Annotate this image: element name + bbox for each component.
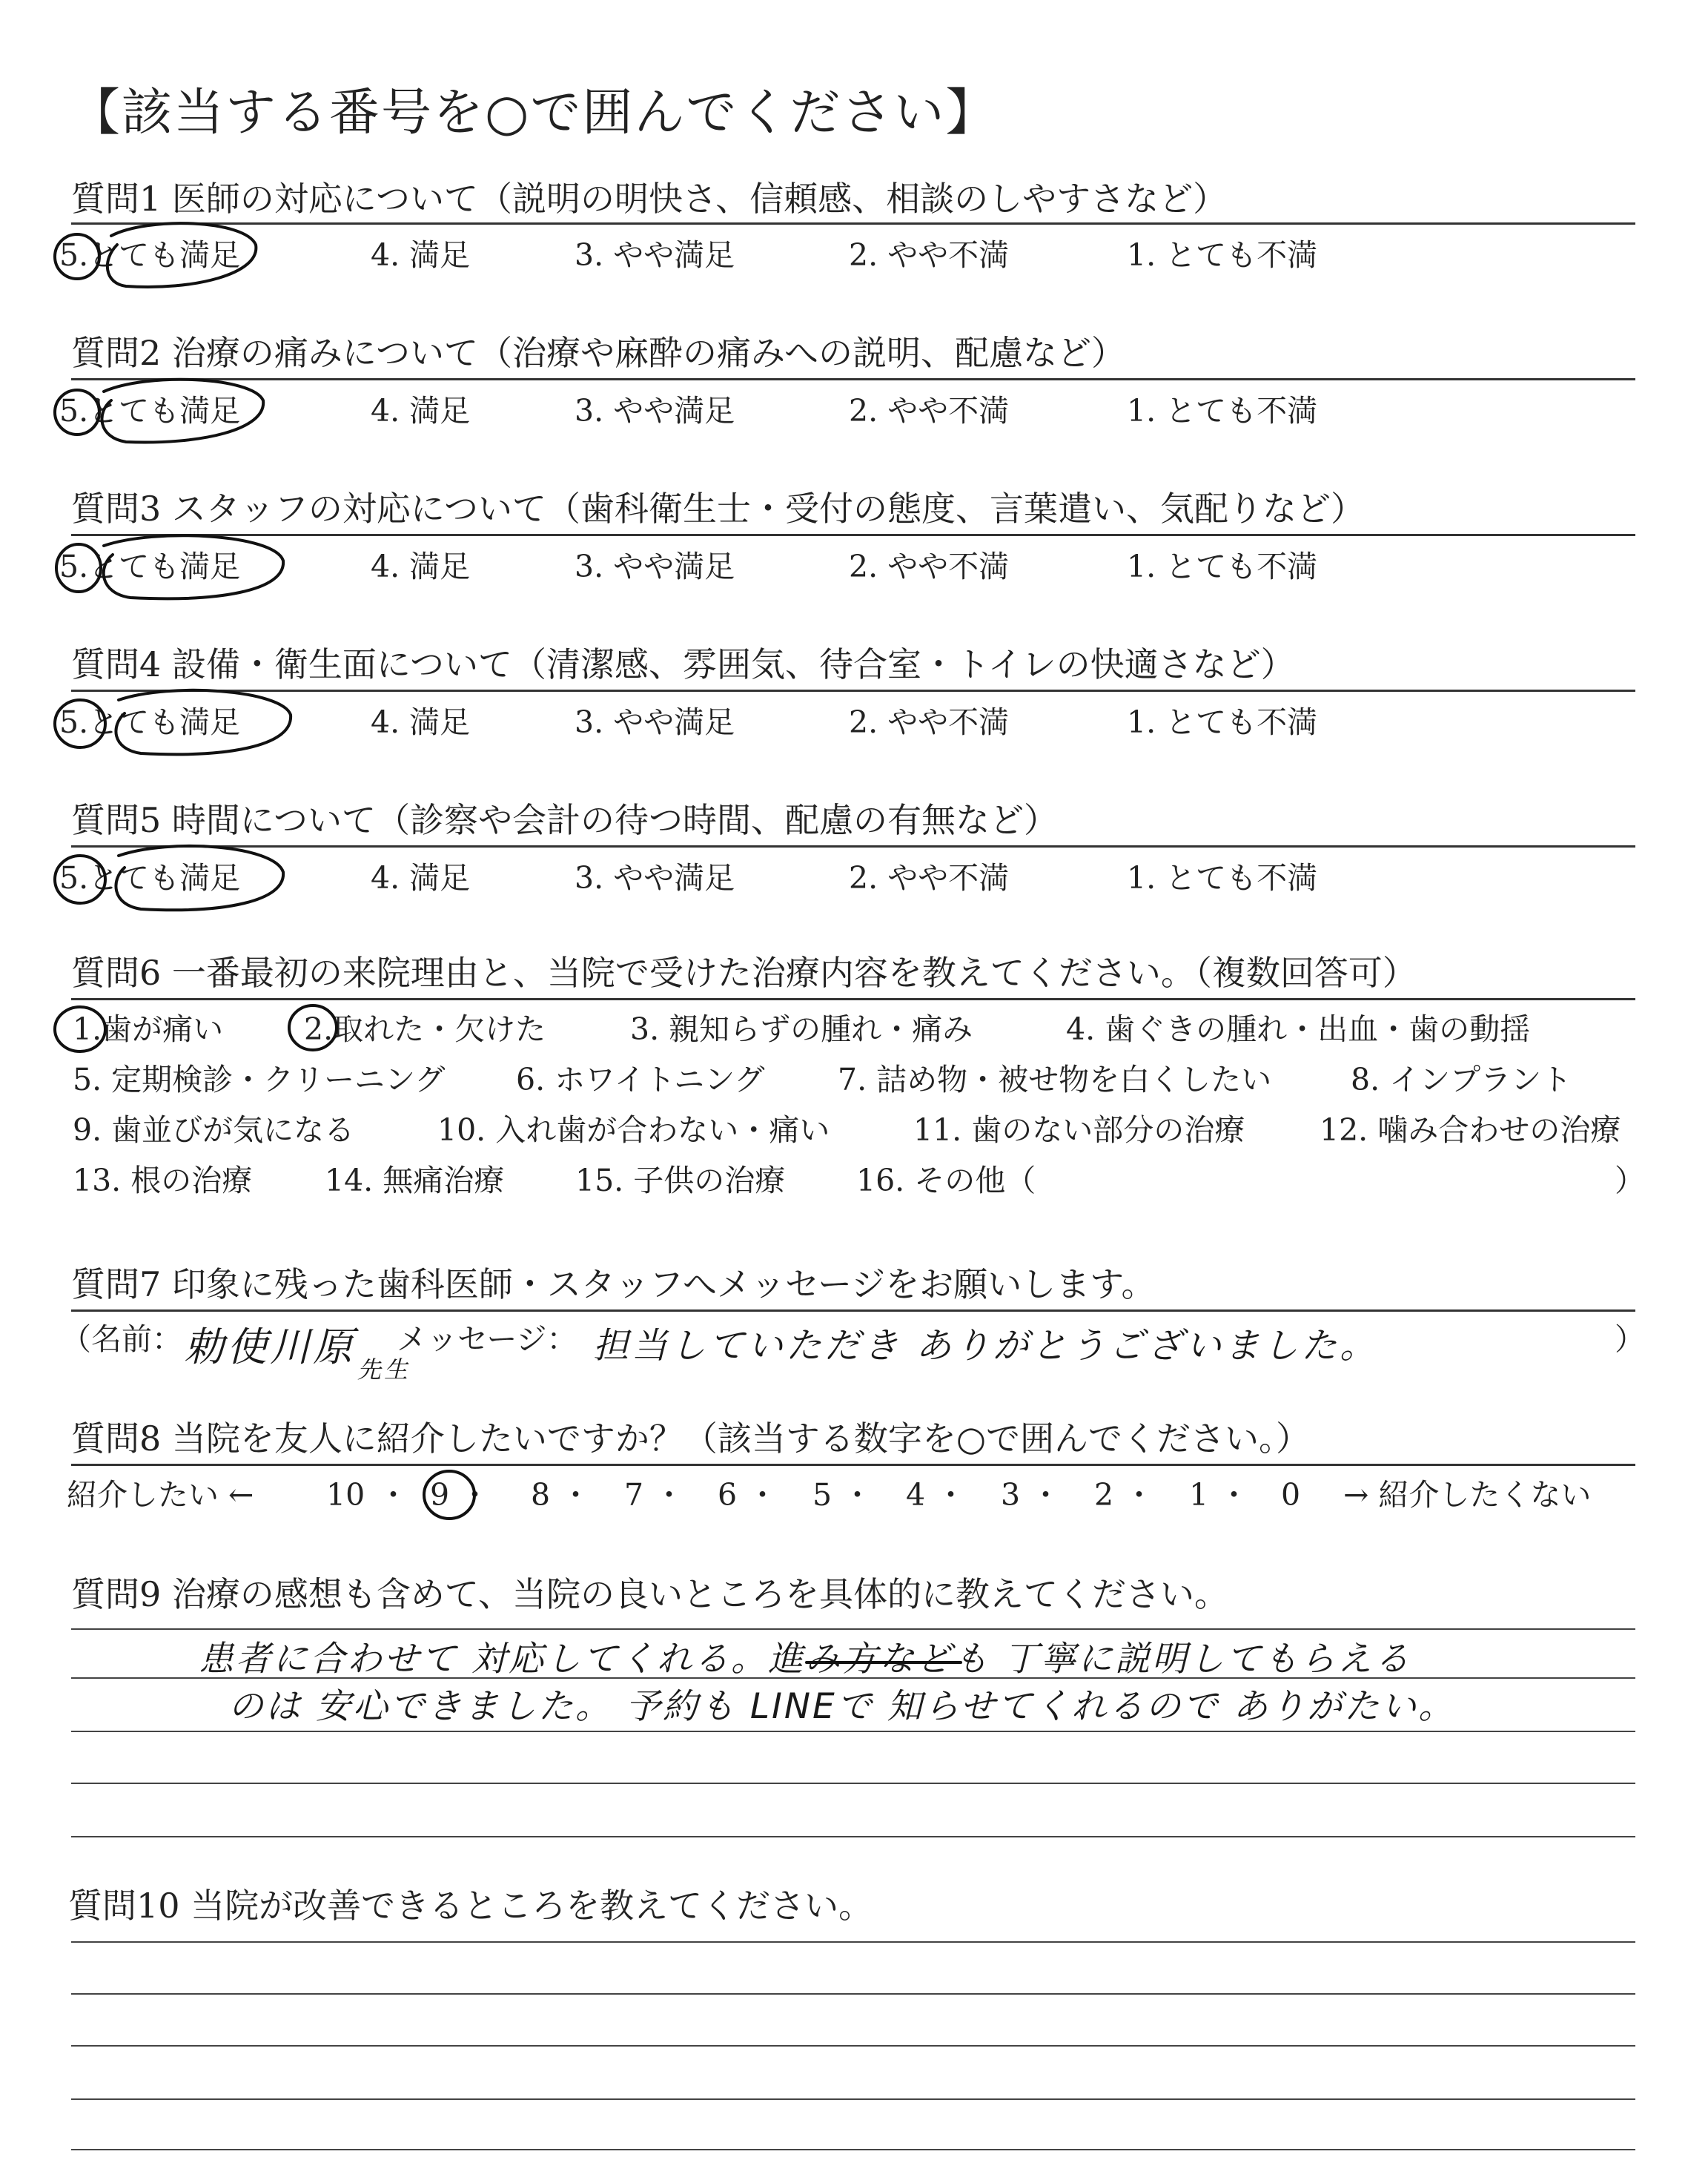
q1-option-3[interactable]: 3. やや満足 [575,237,735,273]
q7-name-label: （名前： [61,1321,182,1357]
q10-answer-line [71,1993,1635,1995]
q8-scale-separator: ・ [1219,1477,1249,1513]
q5-option-4[interactable]: 4. 満足 [371,860,471,896]
q2-title: 質問2 治療の痛みについて（治療や麻酔の痛みへの説明、配慮など） [71,333,1126,373]
q9-handwritten-line-2[interactable]: のは 安心できました。 予約も LINEで 知らせてくれるので ありがたい。 [228,1686,1456,1727]
q8-scale-7[interactable]: 7 [624,1477,644,1513]
q1-option-5[interactable]: 5.とても満足 [59,237,241,273]
q3-option-5[interactable]: 5.とても満足 [59,549,241,584]
q8-scale-3[interactable]: 3 [1001,1477,1021,1513]
q8-scale-separator: ・ [378,1477,408,1513]
q8-rule [71,1464,1635,1466]
q8-scale-10[interactable]: 10 [326,1477,365,1513]
q8-scale-separator: ・ [1030,1477,1061,1513]
q7-title: 質問7 印象に残った歯科医師・スタッフへメッセージをお願いします。 [71,1264,1156,1304]
q4-option-4[interactable]: 4. 満足 [371,704,471,740]
q6-option-4[interactable]: 4. 歯ぐきの腫れ・出血・歯の動揺 [1066,1011,1531,1047]
q4-option-3[interactable]: 3. やや満足 [575,704,735,740]
q9-answer-line [71,1731,1635,1732]
q7-name-handwritten[interactable]: 勅使川原 [184,1324,356,1370]
q6-option-14[interactable]: 14. 無痛治療 [325,1163,505,1198]
q6-option-9[interactable]: 9. 歯並びが気になる [73,1112,355,1148]
q9-answer-line [71,1783,1635,1784]
q6-option-5[interactable]: 5. 定期検診・クリーニング [73,1062,446,1097]
q1-rule [71,222,1635,225]
q8-scale-8[interactable]: 8 [531,1477,551,1513]
q7-close-paren: ） [1615,1321,1645,1357]
q4-option-1[interactable]: 1. とても不満 [1127,704,1318,740]
q7-message-label: メッセージ： [397,1321,577,1357]
q6-option-7[interactable]: 7. 詰め物・被せ物を白くしたい [838,1062,1272,1097]
q3-option-3[interactable]: 3. やや満足 [575,549,735,584]
q10-answer-line [71,2045,1635,2047]
q8-scale-2[interactable]: 2 [1094,1477,1114,1513]
q8-scale-separator: ・ [560,1477,591,1513]
q1-option-4[interactable]: 4. 満足 [371,237,471,273]
q8-scale-separator: ・ [654,1477,684,1513]
q6-option-6[interactable]: 6. ホワイトニング [516,1062,765,1097]
q8-scale-6[interactable]: 6 [718,1477,738,1513]
q6-option-1[interactable]: 1.歯が痛い [73,1011,224,1047]
q3-rule [71,534,1635,536]
q8-left-label: 紹介したい ← [67,1477,254,1513]
q8-scale-separator: ・ [747,1477,778,1513]
q8-scale-4[interactable]: 4 [906,1477,926,1513]
q4-option-5[interactable]: 5.とても満足 [59,704,241,740]
q6-option-12[interactable]: 12. 噛み合わせの治療 [1320,1112,1621,1148]
q5-option-2[interactable]: 2. やや不満 [849,860,1010,896]
q3-title: 質問3 スタッフの対応について（歯科衛生士・受付の態度、言葉遣い、気配りなど） [71,489,1365,529]
q6-option-11[interactable]: 11. 歯のない部分の治療 [913,1112,1245,1148]
q8-scale-5[interactable]: 5 [812,1477,833,1513]
q1-option-2[interactable]: 2. やや不満 [849,237,1010,273]
q5-option-3[interactable]: 3. やや満足 [575,860,735,896]
q3-option-4[interactable]: 4. 満足 [371,549,471,584]
q7-sensei-handwritten: 先生 [357,1355,411,1384]
q4-title: 質問4 設備・衛生面について（清潔感、雰囲気、待合室・トイレの快適さなど） [71,644,1295,684]
q2-option-1[interactable]: 1. とても不満 [1127,393,1318,429]
q3-option-1[interactable]: 1. とても不満 [1127,549,1318,584]
q1-option-1[interactable]: 1. とても不満 [1127,237,1318,273]
q2-option-2[interactable]: 2. やや不満 [849,393,1010,429]
q6-option-15[interactable]: 15. 子供の治療 [575,1163,786,1198]
q9-title: 質問9 治療の感想も含めて、当院の良いところを具体的に教えてください。 [71,1574,1228,1614]
q8-scale-1[interactable]: 1 [1189,1477,1209,1513]
q6-option-10[interactable]: 10. 入れ歯が合わない・痛い [437,1112,830,1148]
q6-option-16[interactable]: 16. その他（ [856,1163,1036,1198]
q10-answer-line [71,2149,1635,2150]
q9-answer-line [71,1628,1635,1630]
q2-option-5[interactable]: 5.とても満足 [59,393,241,429]
q2-option-3[interactable]: 3. やや満足 [575,393,735,429]
q5-rule [71,845,1635,848]
q7-rule [71,1309,1635,1312]
q8-scale-0[interactable]: 0 [1281,1477,1301,1513]
q8-scale-separator: ・ [1124,1477,1154,1513]
q2-rule [71,378,1635,380]
q7-message-handwritten[interactable]: 担当していただき ありがとうございました。 [593,1325,1379,1367]
q2-option-4[interactable]: 4. 満足 [371,393,471,429]
q9-handwritten-line-1[interactable]: 患者に合わせて 対応してくれる。進み方なども 丁寧に説明してもらえる [199,1639,1411,1680]
q8-scale-separator: ・ [842,1477,873,1513]
q6-title: 質問6 一番最初の来院理由と、当院で受けた治療内容を教えてください。（複数回答可） [71,953,1417,993]
q5-option-5[interactable]: 5.とても満足 [59,860,241,896]
q6-option-8[interactable]: 8. インプラント [1351,1062,1572,1097]
q8-scale-separator: ・ [460,1477,490,1513]
q6-option-3[interactable]: 3. 親知らずの腫れ・痛み [630,1011,973,1047]
q10-answer-line [71,1941,1635,1943]
q10-answer-line [71,2098,1635,2100]
q8-right-label: → 紹介したくない [1343,1477,1592,1513]
q3-option-2[interactable]: 2. やや不満 [849,549,1010,584]
q9-answer-line [71,1836,1635,1837]
q8-scale-separator: ・ [936,1477,966,1513]
q5-option-1[interactable]: 1. とても不満 [1127,860,1318,896]
q5-title: 質問5 時間について（診察や会計の待つ時間、配慮の有無など） [71,800,1058,840]
page-heading: 【該当する番号を○で囲んでください】 [70,84,998,142]
q4-option-2[interactable]: 2. やや不満 [849,704,1010,740]
q8-title: 質問8 当院を友人に紹介したいですか？（該当する数字を○で囲んでください。） [71,1418,1311,1459]
q8-scale-9[interactable]: 9 [430,1477,450,1513]
q1-title: 質問1 医師の対応について（説明の明快さ、信頼感、相談のしやすさなど） [71,179,1228,219]
q6-option-2[interactable]: 2.取れた・欠けた [304,1011,546,1047]
q10-title: 質問10 当院が改善できるところを教えてください。 [68,1886,873,1926]
q4-rule [71,690,1635,692]
q6-other-close-paren: ） [1615,1163,1645,1198]
q6-option-13[interactable]: 13. 根の治療 [73,1163,253,1198]
q6-rule [71,998,1635,1000]
